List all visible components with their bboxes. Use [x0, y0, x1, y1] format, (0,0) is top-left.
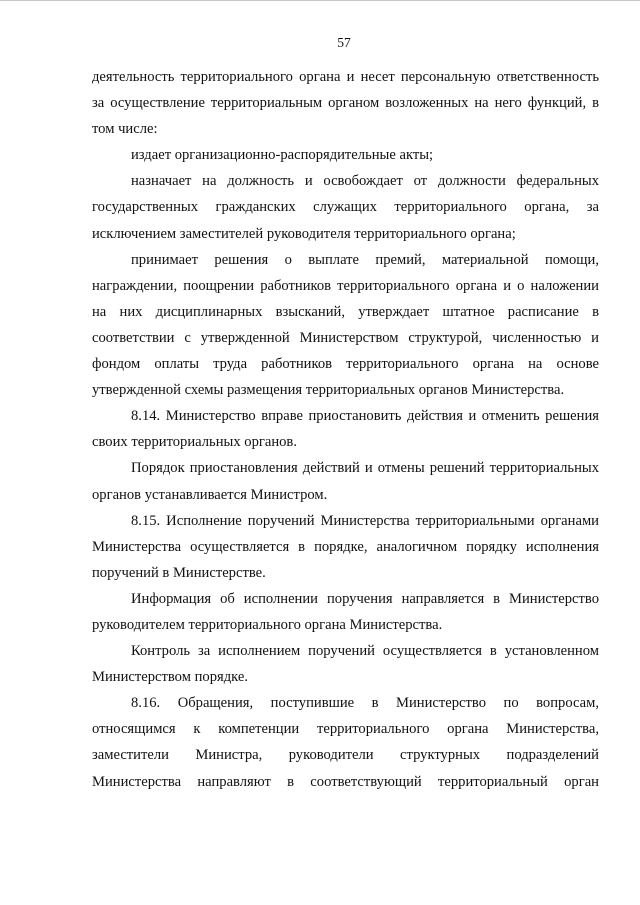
paragraph-execution-info: Информация об исполнении поручения направляется в Министерство руководителем территориального органа Министерства. — [92, 590, 599, 633]
document-body — [92, 64, 599, 795]
page-number: 57 — [337, 35, 351, 50]
paragraph-8-14: 8.14. Министерство вправе приостановить действия и отменить решения своих территориальных органов. — [92, 408, 599, 451]
paragraph-appoints: назначает на должность и освобождает от должности федеральных государственных гражданских служащих территориального органа, за исключением заместителей руководителя территориального органа; — [92, 173, 599, 242]
paragraph-suspension-order: Порядок приостановления действий и отмены решений территориальных органов устанавливается Министром. — [92, 460, 599, 503]
paragraph-8-15: 8.15. Исполнение поручений Министерства территориальными органами Министерства осуществляется в порядке, аналогичном порядку исполнения поручений в Министерстве. — [92, 512, 599, 581]
paragraph-8-16: 8.16. Обращения, поступившие в Министерство по вопросам, относящимся к компетенции территориального органа Министерства, заместители Министра, руководители структурных подразделений Министерства направляют в соответствующий территориальный орган — [92, 695, 599, 790]
scan-top-edge — [0, 0, 640, 1]
paragraph-control: Контроль за исполнением поручений осуществляется в установленном Министерством порядке. — [92, 643, 599, 686]
paragraph-issues-acts: издает организационно-распорядительные акты; — [131, 147, 434, 164]
paragraph-continuation: деятельность территориального органа и несет персональную ответственность за осуществление территориальным органом возложенных на него функций, в том числе: — [92, 69, 599, 138]
paragraph-decisions: принимает решения о выплате премий, материальной помощи, награждении, поощрении работников территориального органа и о наложении на них дисциплинарных взысканий, утверждает штатное расписание в соответствии с утвержденной Министерством структурой, численностью и фондом оплаты труда работников территориального органа на основе утвержденной схемы размещения территориальных органов Министерства. — [92, 251, 599, 399]
